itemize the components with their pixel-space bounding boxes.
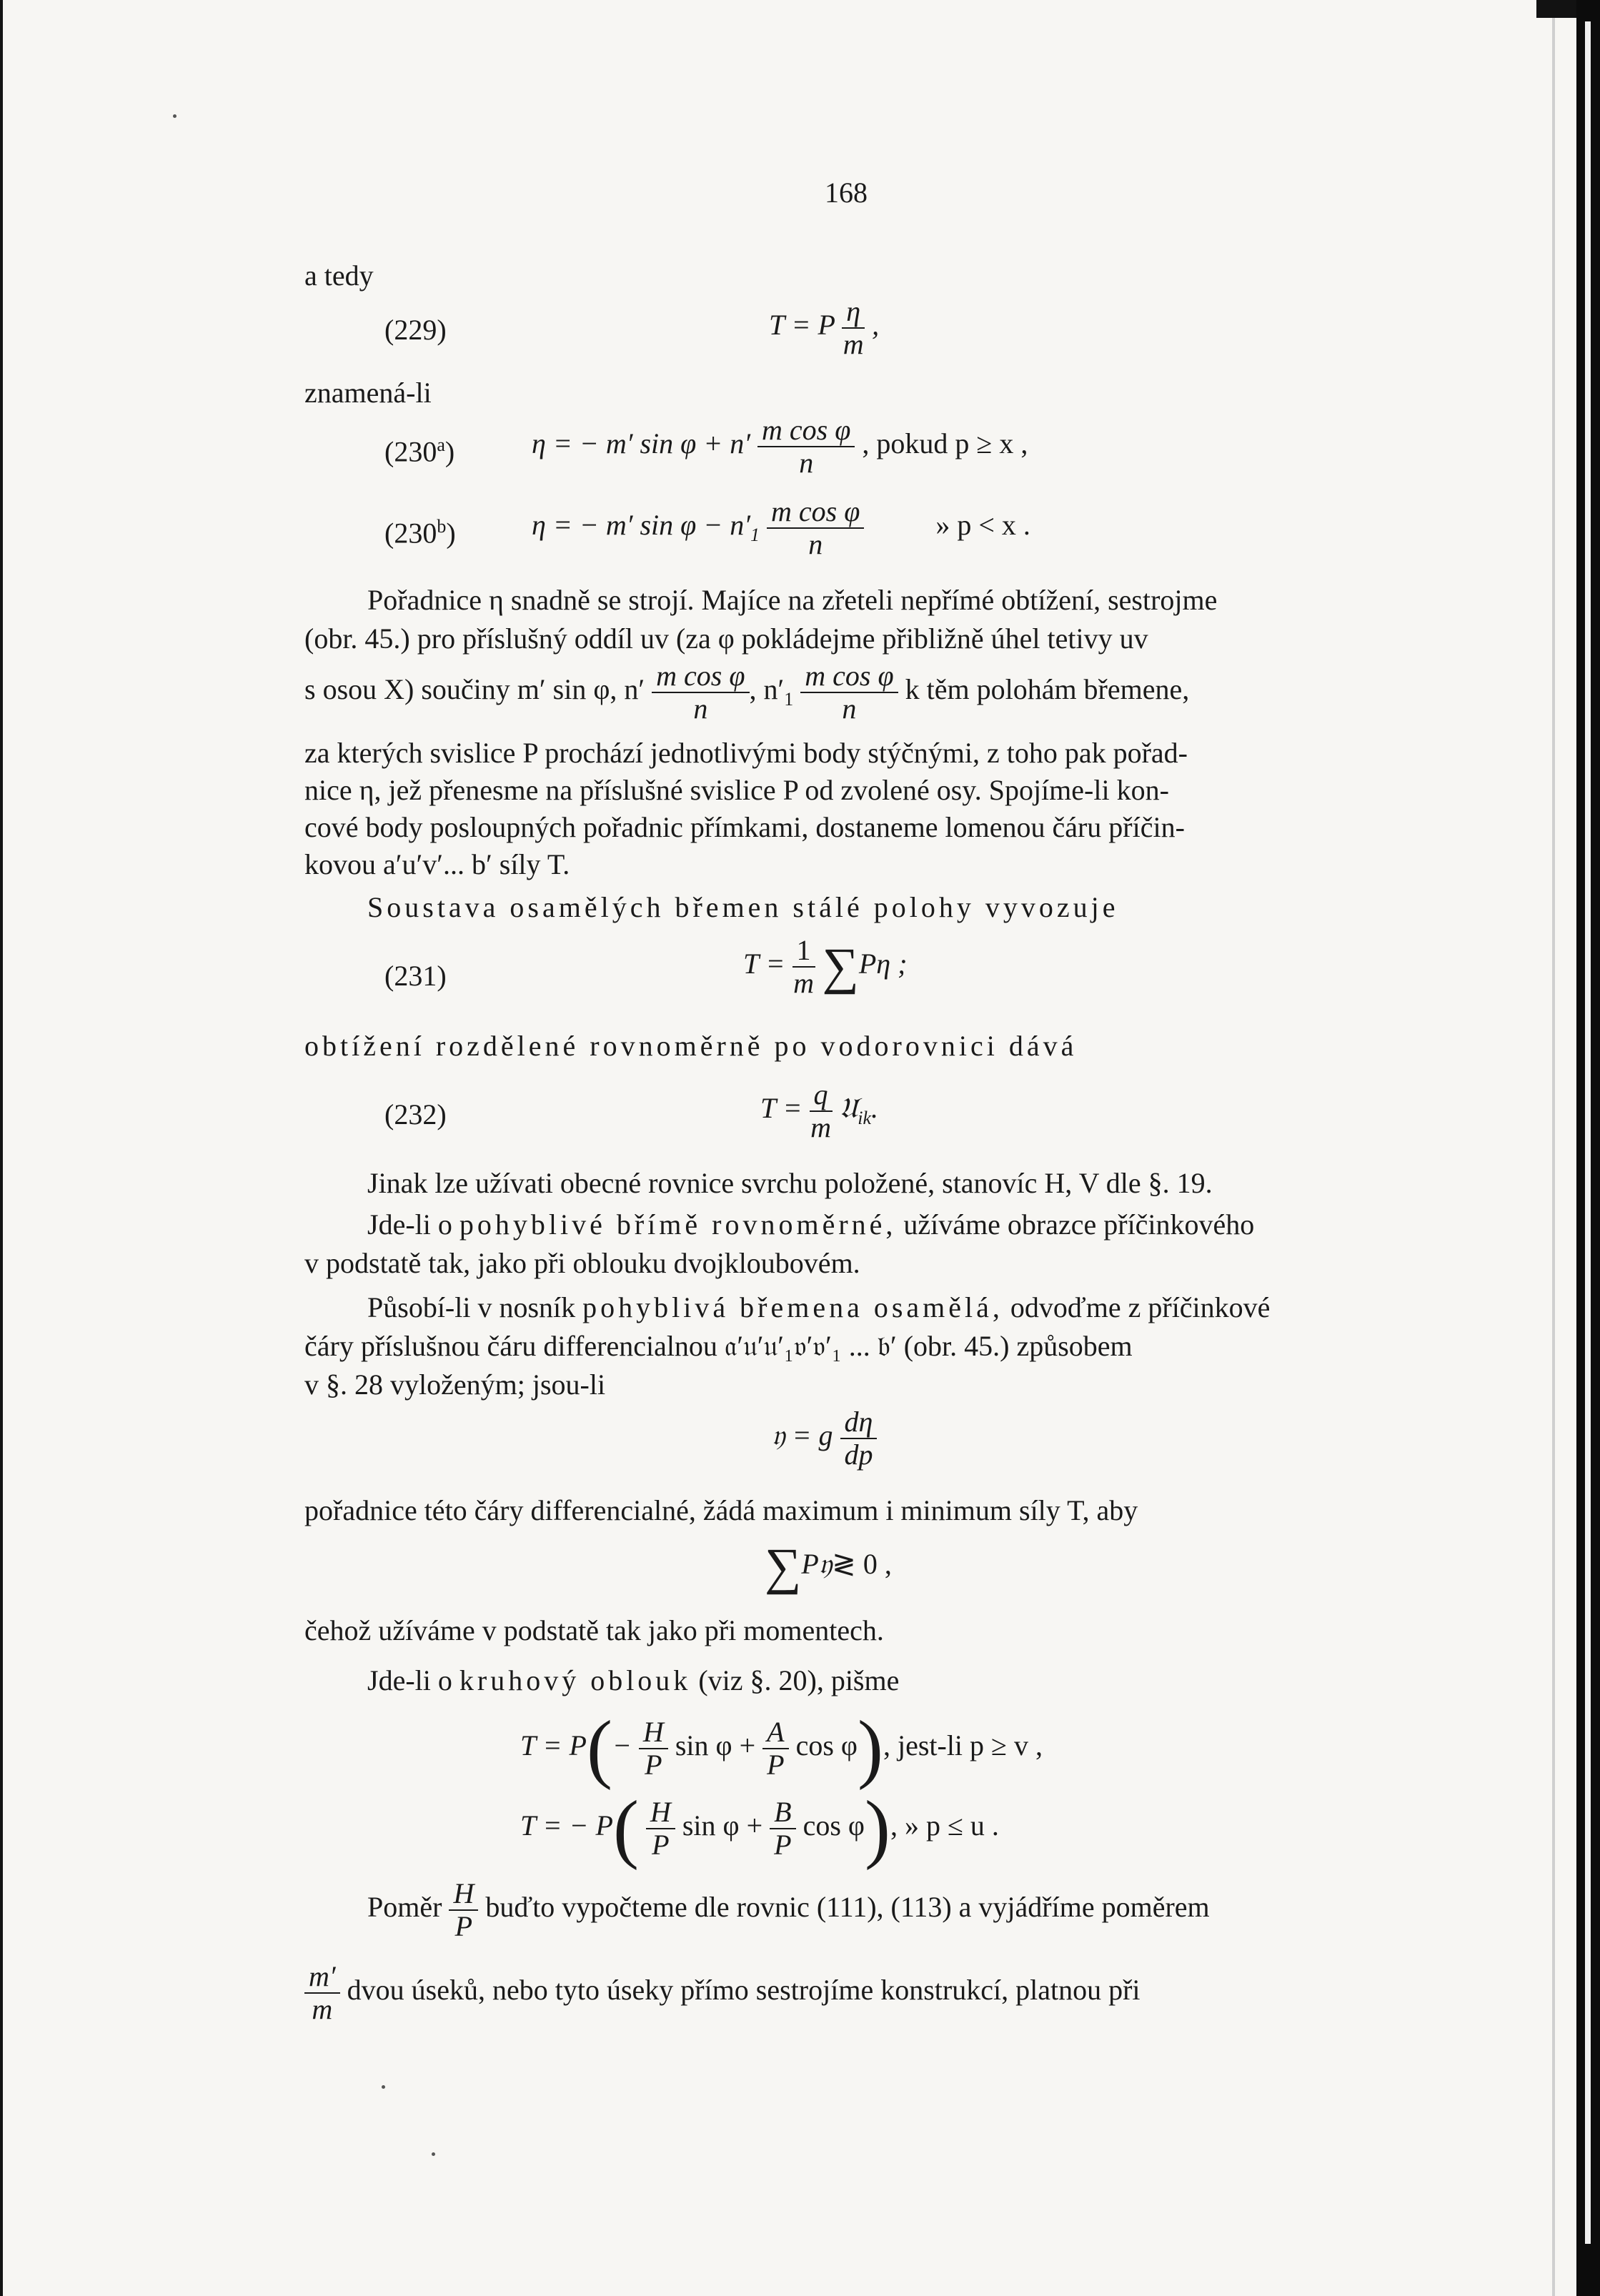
book-page <box>3 0 1576 2296</box>
text-line: znamená-li <box>304 377 432 409</box>
text-line: kovou a′u′v′... b′ síly T. <box>304 848 570 880</box>
equation-T-first: T = P(− $\frac{H}{P}$ sin φ + $\frac{A}{P}$ cos φ), jest-li p ≥ v , <box>520 1706 1043 1791</box>
equation-number: (231) <box>384 960 447 992</box>
equation-number: (230$^b$) <box>384 516 456 550</box>
equation-229: T = P $\frac{\eta}{m}$ , <box>769 295 880 360</box>
text-line: v §. 28 vyloženým; jsou-li <box>304 1368 606 1401</box>
text-line: a tedy <box>304 259 374 292</box>
text-line: čáry příslušnou čáru differencialnou 𝔞′𝔲′𝔲′₁𝔳′𝔳′₁ ... 𝔟′ (obr. 45.) způsobem <box>304 1330 1133 1362</box>
text-line: Poměr $\frac{H}{P}$ buďto vypočteme dle rovnic (111), (113) a vyjádříme poměrem <box>367 1877 1210 1942</box>
text-line: s osou X) součiny m′ sin φ, n′ $\frac{\text{m cos φ}}{n}$ , $n'_1$ $\frac{\text{m cos φ}}{n}$ k těm polohám břemene, <box>304 660 1190 725</box>
equation-230b: η = − m′ $\sin \varphi - n'_1$ $\frac{\text{m cos φ}}{n}$ » p < x . <box>532 495 1030 560</box>
text-line: Působí-li v nosník pohyblivá břemena osamělá, odvoďme z příčinkové <box>367 1291 1271 1323</box>
equation-T-second: T = − P( $\frac{H}{P}$ sin φ + $\frac{B}{P}$ cos φ), » p ≤ u . <box>520 1786 999 1872</box>
text-line: nice η, jež přenesme na příslušné svislice P od zvolené osy. Spojíme-li kon- <box>304 774 1169 806</box>
page-crease <box>1552 0 1555 2296</box>
text-line: Jde-li o kruhový oblouk (viz §. 20), pišme <box>367 1664 900 1696</box>
text-line: obtížení rozdělené rovnoměrně po vodorovnici dává <box>304 1030 1078 1062</box>
speck <box>382 2085 385 2089</box>
equation-number: (230$^a$) <box>384 434 455 468</box>
scan-edge <box>1536 0 1576 18</box>
equation-232: T = $\frac{q}{m}$ 𝔘$_{ik}$. <box>760 1078 879 1143</box>
text-line: $\frac{m'}{m}$ dvou úseků, nebo tyto úseky přímo sestrojíme konstrukcí, platnou při <box>304 1962 1141 2024</box>
text-line: za kterých svislice P prochází jednotlivými body stýčnými, z toho pak pořad- <box>304 737 1188 769</box>
text-line: pořadnice této čáry differencialné, žádá maximum i minimum síly T, aby <box>304 1494 1138 1526</box>
text-line: Jinak lze užívati obecné rovnice svrchu položené, stanovíc H, V dle §. 19. <box>367 1167 1213 1199</box>
text-line: Jde-li o pohyblivé břímě rovnoměrné, užíváme obrazce příčinkového <box>367 1208 1255 1241</box>
equation-number: (229) <box>384 314 447 346</box>
scan-edge <box>1576 0 1600 2296</box>
text-line: v podstatě tak, jako při oblouku dvojkloubovém. <box>304 1247 860 1279</box>
speck <box>173 114 177 118</box>
equation-230a: η = − m′ sin φ + n′ $\frac{\text{m cos φ}}{n}$ , pokud p ≥ x , <box>532 414 1028 479</box>
equation-number: (232) <box>384 1098 447 1130</box>
equation-derivative: 𝔶 = g $\frac{d\eta}{dp}$ <box>772 1408 877 1469</box>
equation-sum: ∑P𝔶≷ 0 , <box>765 1538 892 1595</box>
text-line: čehož užíváme v podstatě tak jako při momentech. <box>304 1614 884 1646</box>
speck <box>432 2152 435 2156</box>
equation-231: T = $\frac{1}{m}$ ∑Pη ; <box>743 934 908 999</box>
text-line: Soustava osamělých břemen stálé polohy vyvozuje <box>367 891 1119 923</box>
text-line: Pořadnice η snadně se strojí. Majíce na zřeteli nepřímé obtížení, sestrojme <box>367 584 1218 616</box>
text-line: (obr. 45.) pro příslušný oddíl uv (za φ pokládejme přibližně úhel tetivy uv <box>304 622 1148 655</box>
page-number: 168 <box>825 177 868 209</box>
text-line: cové body posloupných pořadnic přímkami, dostaneme lomenou čáru příčin- <box>304 811 1185 843</box>
